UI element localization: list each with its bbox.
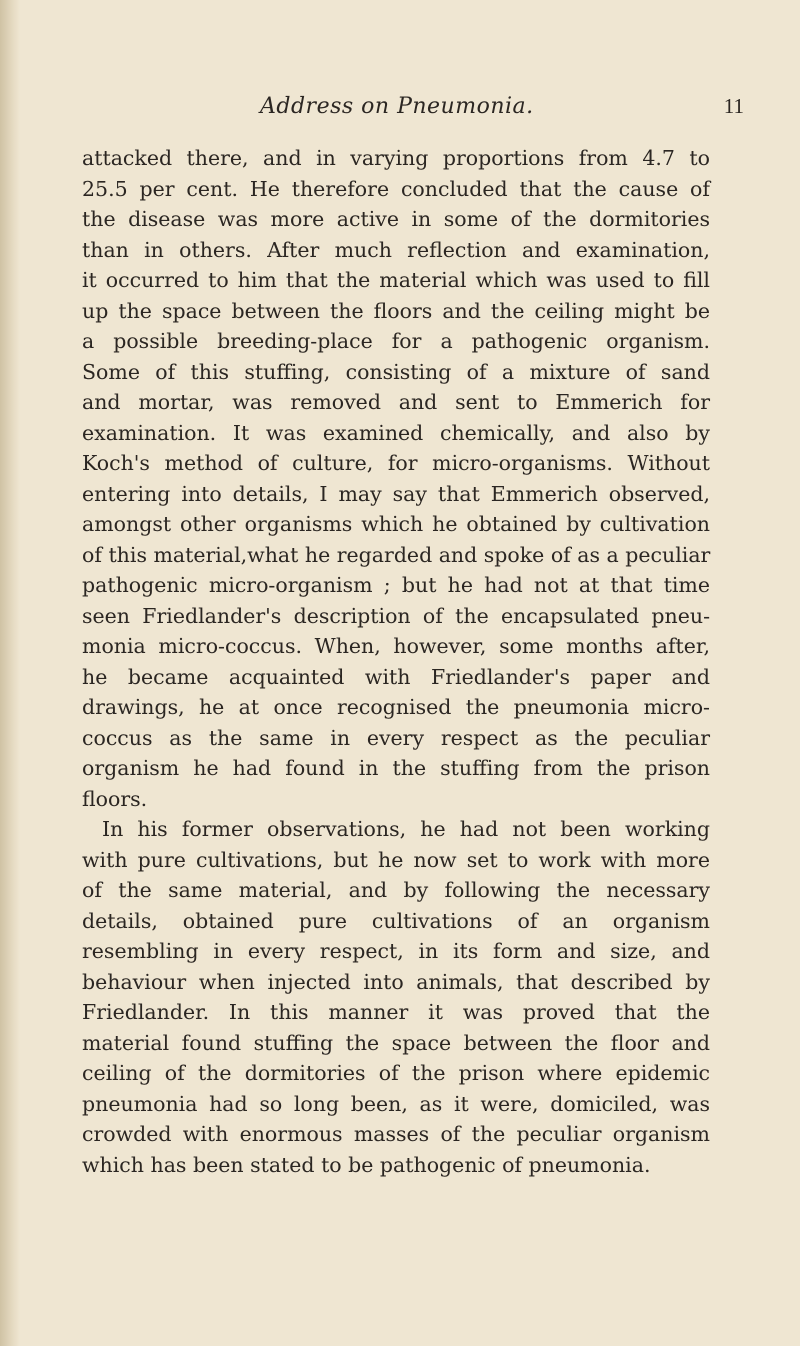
- text-line: pneumonia had so long been, as it were, domiciled, was: [82, 1091, 710, 1116]
- text-line: which has been stated to be pathogenic of pneumonia.: [82, 1152, 651, 1177]
- text-line: a possible breeding-place for a pathogenic organism.: [82, 329, 710, 353]
- text-line: monia micro-coccus. When, however, some months after,: [82, 634, 710, 658]
- text-line: with pure cultivations, but he now set to work with more: [82, 847, 710, 872]
- text-line: examination. It was examined chemically, and also by: [82, 420, 710, 445]
- text-line: amongst other organisms which he obtained by cultivation: [82, 512, 710, 536]
- text-line: ceiling of the dormitories of the prison where epidemic: [82, 1061, 710, 1085]
- text-line: In his former observations, he had not been working: [102, 817, 710, 841]
- text-line: entering into details, I may say that Emmerich observed,: [82, 481, 710, 506]
- text-line: Some of this stuffing, consisting of a mixture of sand: [82, 359, 710, 384]
- text-line: drawings, he at once recognised the pneumonia micro-: [82, 695, 710, 719]
- text-line: up the space between the floors and the ceiling might be: [82, 298, 710, 323]
- paragraph-1: [82, 143, 710, 814]
- text-line: Koch's method of culture, for micro-organisms. Without: [82, 451, 710, 475]
- page-number: 11: [723, 94, 744, 118]
- text-line: and mortar, was removed and sent to Emmerich for: [82, 390, 710, 414]
- text-line: Friedlander. In this manner it was proved that the: [82, 1000, 710, 1024]
- text-line: floors.: [82, 786, 148, 811]
- text-line: than in others. After much reflection and examination,: [82, 237, 710, 262]
- body-text: [82, 143, 710, 1180]
- paragraph-2: [82, 814, 710, 1180]
- text-line: of the same material, and by following the necessary: [82, 878, 710, 902]
- text-line: of this material,what he regarded and spoke of as a peculiar: [82, 542, 711, 567]
- text-line: resembling in every respect, in its form and size, and: [82, 939, 710, 963]
- text-line: seen Friedlander's description of the encapsulated pneu-: [82, 603, 710, 628]
- page-binding-edge: [0, 0, 20, 1346]
- text-line: details, obtained pure cultivations of an organism: [82, 908, 710, 933]
- text-line: coccus as the same in every respect as the peculiar: [82, 725, 710, 750]
- text-line: the disease was more active in some of the dormitories: [82, 207, 710, 231]
- text-line: 25.5 per cent. He therefore concluded that the cause of: [82, 176, 710, 201]
- text-line: he became acquainted with Friedlander's paper and: [82, 664, 710, 689]
- text-line: it occurred to him that the material which was used to fill: [82, 268, 710, 292]
- text-line: behaviour when injected into animals, that described by: [82, 969, 710, 994]
- text-line: material found stuffing the space between the floor and: [82, 1030, 710, 1055]
- text-line: attacked there, and in varying proportions from 4.7 to: [82, 146, 710, 170]
- text-line: pathogenic micro-organism ; but he had not at that time: [82, 573, 710, 597]
- running-title: Address on Pneumonia.: [260, 94, 534, 119]
- text-line: crowded with enormous masses of the peculiar organism: [82, 1122, 710, 1146]
- page-header: [72, 94, 744, 130]
- text-line: organism he had found in the stuffing from the prison: [82, 756, 710, 780]
